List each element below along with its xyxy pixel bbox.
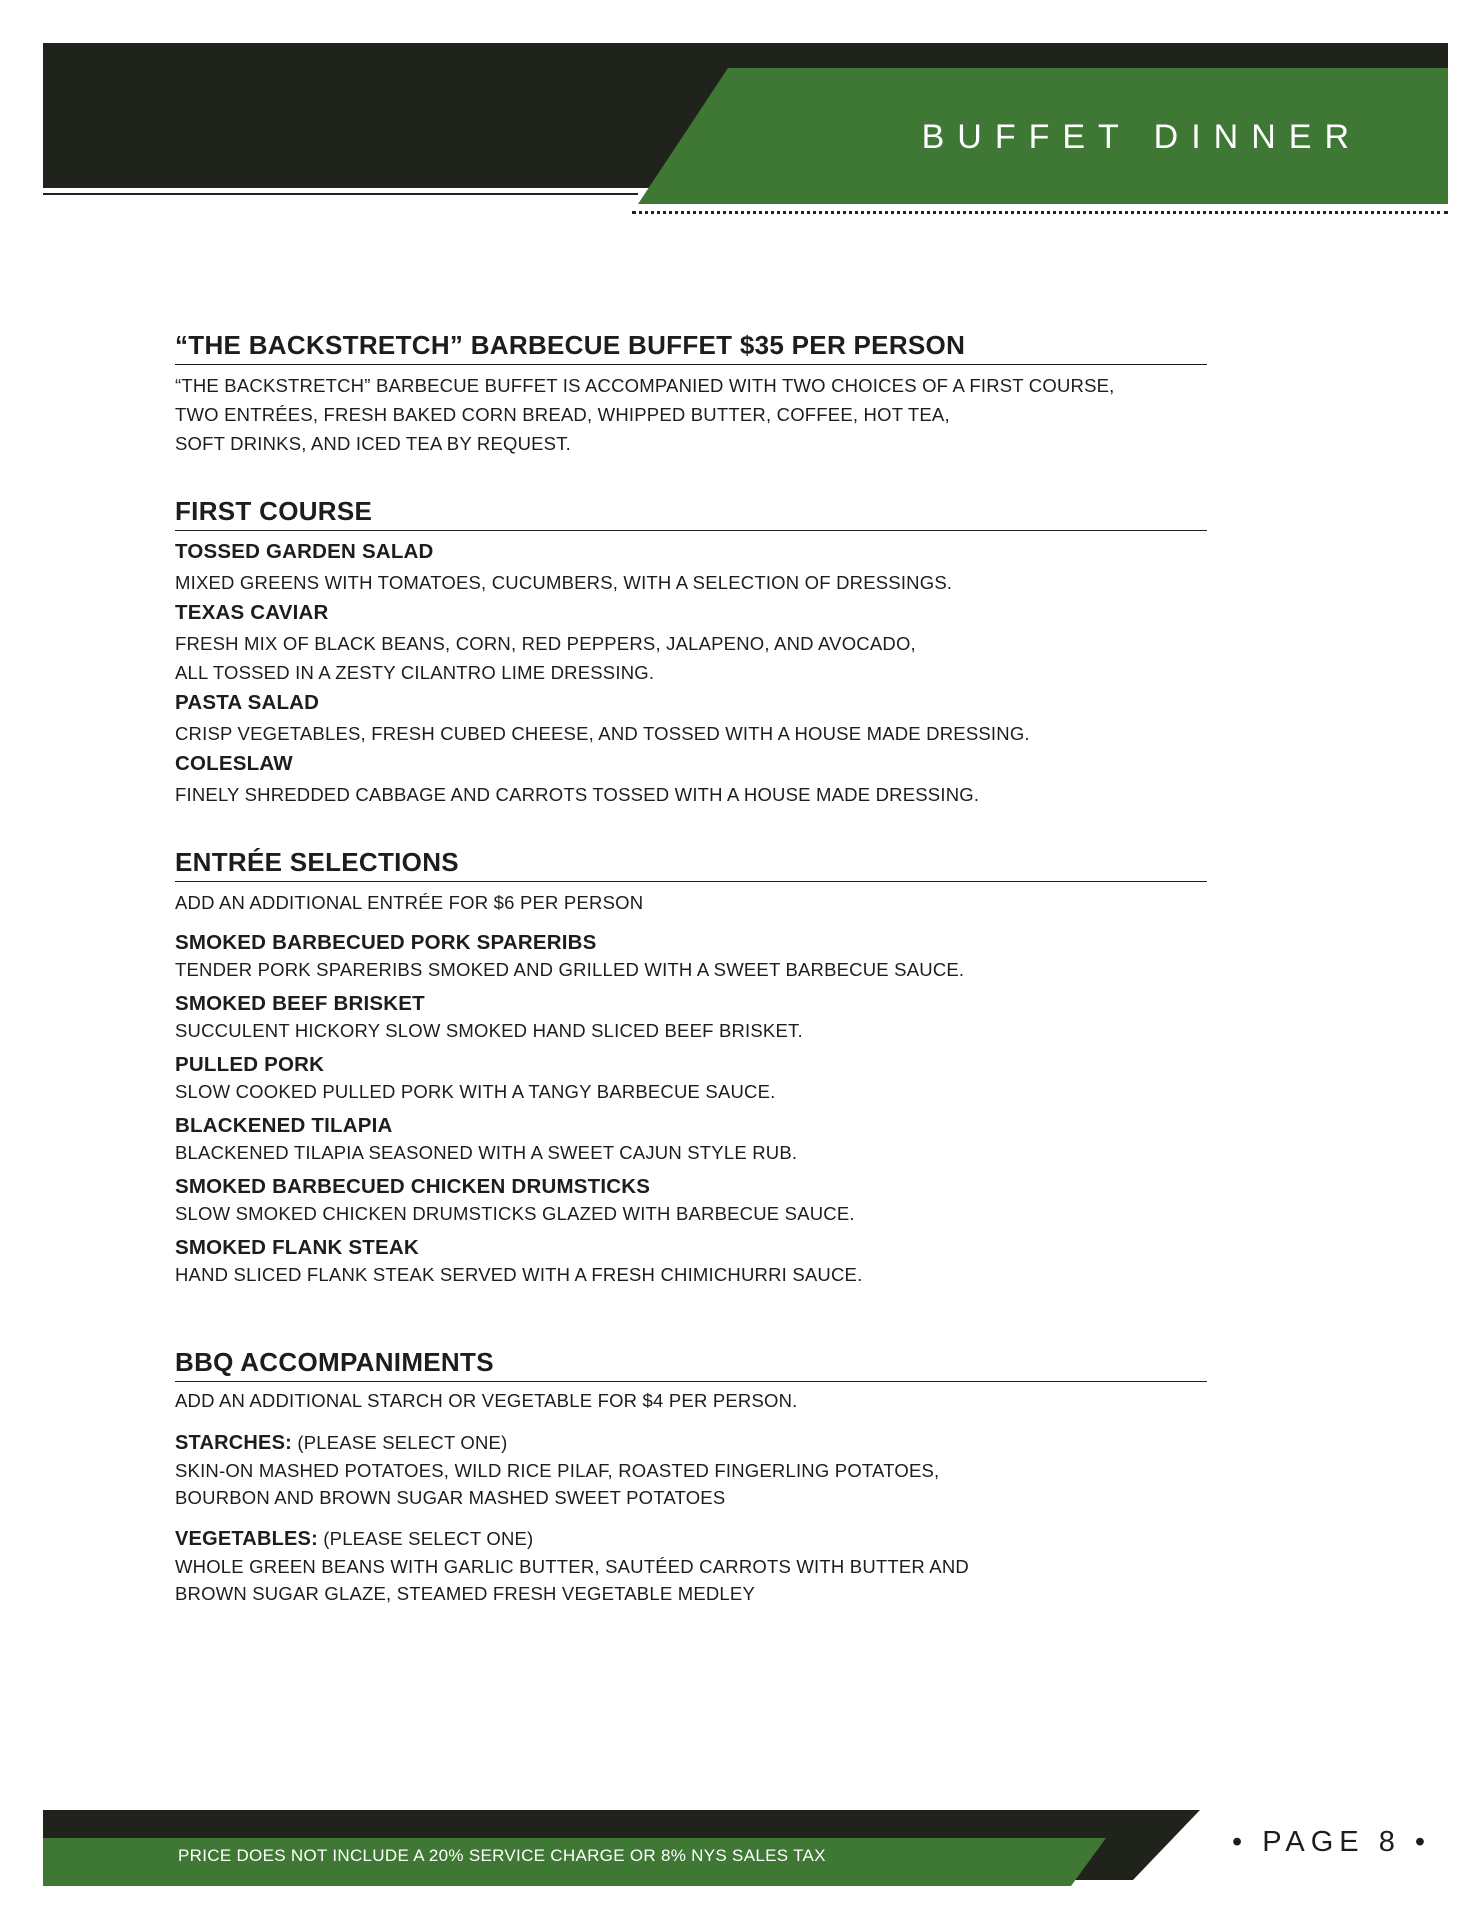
item-desc: CRISP VEGETABLES, FRESH CUBED CHEESE, AND TOSSED WITH A HOUSE MADE DRESSING.: [175, 723, 1030, 744]
item-desc: TENDER PORK SPARERIBS SMOKED AND GRILLED WITH A SWEET BARBECUE SAUCE.: [175, 959, 965, 980]
list-item: [175, 990, 1207, 1043]
group-hint: (PLEASE SELECT ONE): [297, 1432, 508, 1453]
list-item: [175, 1051, 1207, 1104]
page-title: BUFFET DINNER: [921, 118, 1362, 156]
accompaniments-title: BBQ ACCOMPANIMENTS: [175, 1347, 1207, 1382]
accompaniment-group: [175, 1525, 1207, 1607]
intro-text: [175, 371, 1207, 458]
group-line: WHOLE GREEN BEANS WITH GARLIC BUTTER, SAUTÉED CARROTS WITH BUTTER AND: [175, 1556, 969, 1577]
item-name: BLACKENED TILAPIA: [175, 1114, 393, 1137]
group-line: BOURBON AND BROWN SUGAR MASHED SWEET POTATOES: [175, 1487, 726, 1508]
menu-content: [175, 330, 1207, 1607]
group-heading: [175, 1429, 1207, 1457]
page-number: • PAGE 8 •: [1232, 1826, 1432, 1858]
first-course-title: FIRST COURSE: [175, 496, 1207, 531]
list-item: [175, 536, 1207, 597]
item-desc: SLOW SMOKED CHICKEN DRUMSTICKS GLAZED WITH BARBECUE SAUCE.: [175, 1203, 855, 1224]
item-name: PULLED PORK: [175, 1053, 325, 1076]
entree-title: ENTRÉE SELECTIONS: [175, 847, 1207, 882]
list-item: [175, 597, 1207, 687]
item-desc: ALL TOSSED IN A ZESTY CILANTRO LIME DRESSING.: [175, 662, 655, 683]
item-name: SMOKED BEEF BRISKET: [175, 992, 425, 1015]
list-item: [175, 748, 1207, 809]
accompaniment-group: [175, 1429, 1207, 1511]
list-item: [175, 1112, 1207, 1165]
group-label: STARCHES:: [175, 1432, 292, 1454]
item-name: PASTA SALAD: [175, 691, 320, 714]
entree-list: [175, 929, 1207, 1287]
list-item: [175, 1234, 1207, 1287]
list-item: [175, 929, 1207, 982]
group-hint: (PLEASE SELECT ONE): [323, 1528, 534, 1549]
group-line: SKIN-ON MASHED POTATOES, WILD RICE PILAF, ROASTED FINGERLING POTATOES,: [175, 1460, 940, 1481]
item-name: TOSSED GARDEN SALAD: [175, 540, 434, 563]
group-heading: [175, 1525, 1207, 1553]
item-name: SMOKED FLANK STEAK: [175, 1236, 419, 1259]
group-label: VEGETABLES:: [175, 1528, 318, 1550]
list-item: [175, 687, 1207, 748]
intro-line: SOFT DRINKS, AND ICED TEA BY REQUEST.: [175, 433, 571, 454]
item-desc: HAND SLICED FLANK STEAK SERVED WITH A FRESH CHIMICHURRI SAUCE.: [175, 1264, 863, 1285]
accompaniments-groups: [175, 1429, 1207, 1607]
intro-line: “THE BACKSTRETCH” BARBECUE BUFFET IS ACCOMPANIED WITH TWO CHOICES OF A FIRST COURSE,: [175, 375, 1115, 396]
footer-disclaimer: PRICE DOES NOT INCLUDE A 20% SERVICE CHARGE OR 8% NYS SALES TAX: [178, 1846, 826, 1865]
list-item: [175, 1173, 1207, 1226]
item-desc: BLACKENED TILAPIA SEASONED WITH A SWEET CAJUN STYLE RUB.: [175, 1142, 798, 1163]
item-desc: SUCCULENT HICKORY SLOW SMOKED HAND SLICED BEEF BRISKET.: [175, 1020, 803, 1041]
item-name: COLESLAW: [175, 752, 293, 775]
header-rule: [43, 193, 638, 195]
group-line: BROWN SUGAR GLAZE, STEAMED FRESH VEGETABLE MEDLEY: [175, 1583, 755, 1604]
item-desc: FINELY SHREDDED CABBAGE AND CARROTS TOSSED WITH A HOUSE MADE DRESSING.: [175, 784, 980, 805]
item-desc: FRESH MIX OF BLACK BEANS, CORN, RED PEPPERS, JALAPENO, AND AVOCADO,: [175, 633, 916, 654]
header-dotted-rule: [632, 211, 1448, 214]
accompaniments-note: ADD AN ADDITIONAL STARCH OR VEGETABLE FOR $4 PER PERSON.: [175, 1390, 798, 1411]
item-name: SMOKED BARBECUED PORK SPARERIBS: [175, 931, 597, 954]
item-name: SMOKED BARBECUED CHICKEN DRUMSTICKS: [175, 1175, 651, 1198]
item-name: TEXAS CAVIAR: [175, 601, 329, 624]
intro-line: TWO ENTRÉES, FRESH BAKED CORN BREAD, WHIPPED BUTTER, COFFEE, HOT TEA,: [175, 404, 950, 425]
item-desc: SLOW COOKED PULLED PORK WITH A TANGY BARBECUE SAUCE.: [175, 1081, 776, 1102]
entree-note: ADD AN ADDITIONAL ENTRÉE FOR $6 PER PERSON: [175, 892, 644, 913]
item-desc: MIXED GREENS WITH TOMATOES, CUCUMBERS, WITH A SELECTION OF DRESSINGS.: [175, 572, 953, 593]
intro-title: “THE BACKSTRETCH” BARBECUE BUFFET $35 PER PERSON: [175, 330, 1207, 365]
first-course-list: [175, 536, 1207, 809]
